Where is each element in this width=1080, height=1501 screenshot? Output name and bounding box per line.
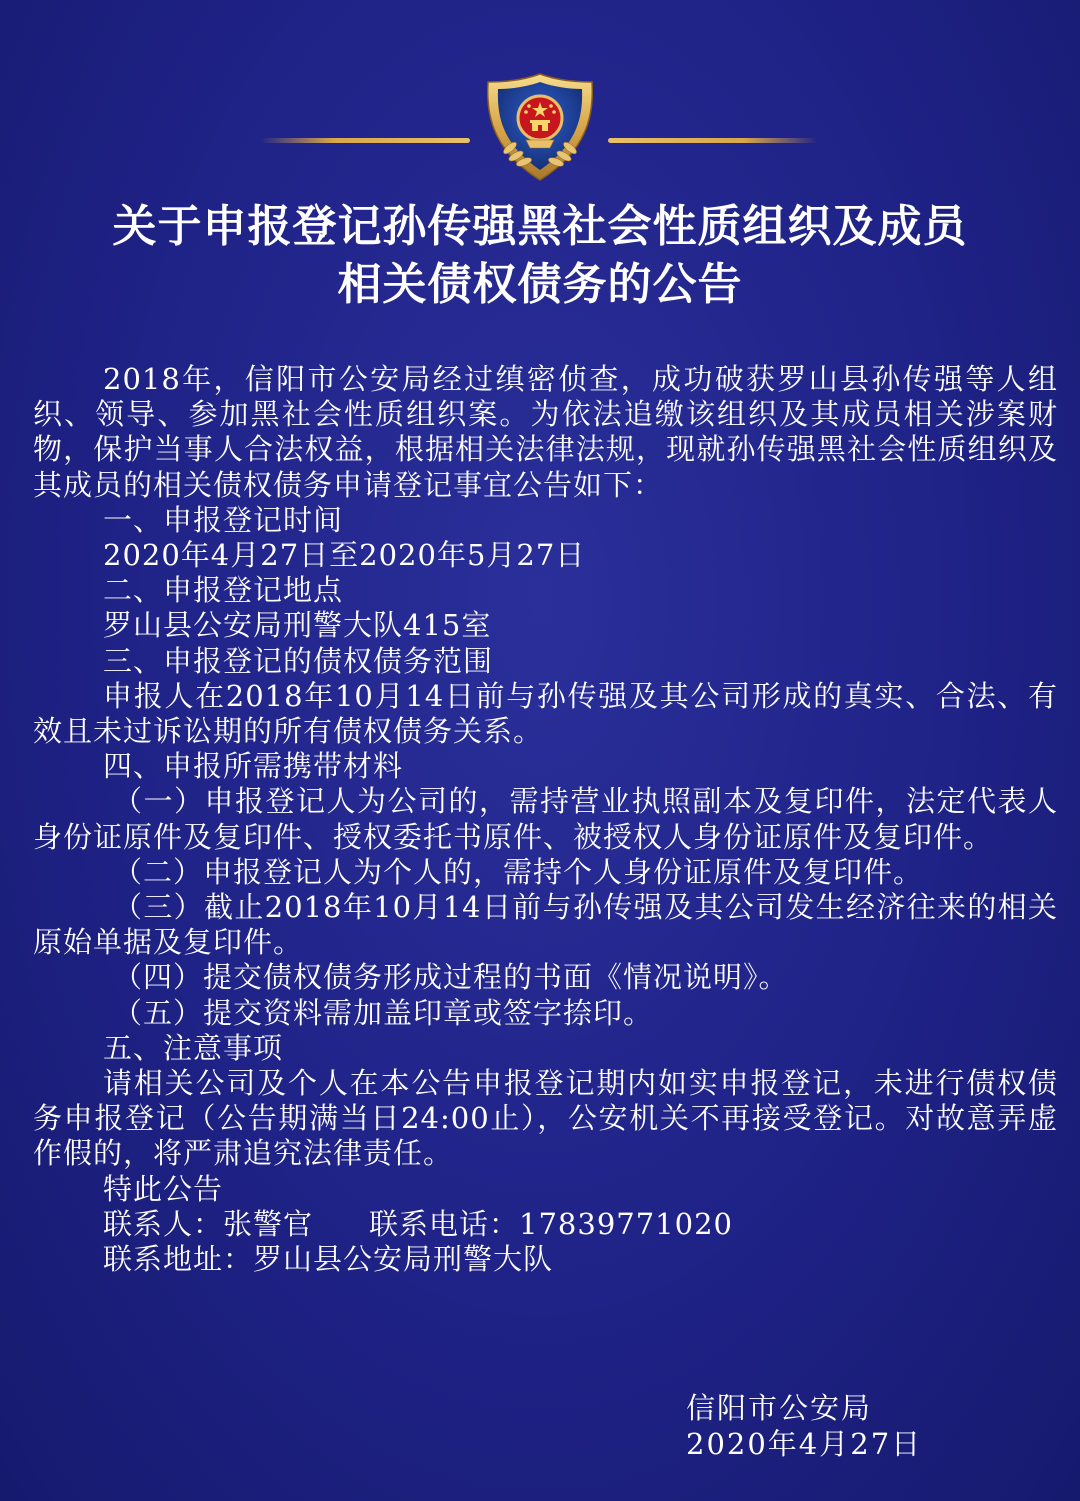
section-2-content: 罗山县公安局刑警大队415室 <box>103 608 492 643</box>
section-4-item-2: （二）申报登记人为个人的，需持个人身份证原件及复印件。 <box>113 854 924 889</box>
section-4-item-5: （五）提交资料需加盖印章或签字捺印。 <box>113 995 654 1030</box>
contact-person: 联系人：张警官 <box>103 1206 314 1241</box>
contact-address: 联系地址：罗山县公安局刑警大队 <box>103 1242 554 1277</box>
intro-paragraph: 2018年，信阳市公安局经过缜密侦查，成功破获罗山县孙传强等人组织、领导、参加黑社会性质组织案。为依法追缴该组织及其成员相关涉案财物，保护当事人合法权益，根据相关法律法规，现就孙传强黑社会性质组织及其成员的相关债权债务申请登记事宜公告如下： <box>33 362 1058 502</box>
section-1-heading: 一、申报登记时间 <box>103 502 344 537</box>
section-4-heading: 四、申报所需携带材料 <box>103 749 404 784</box>
signature-date: 2020年4月27日 <box>686 1427 923 1461</box>
section-4-item-1: （一）申报登记人为公司的，需持营业执照副本及复印件，法定代表人身份证原件及复印件、授权委托书原件、被授权人身份证原件及复印件。 <box>33 784 1058 854</box>
contact-phone: 联系电话：17839771020 <box>369 1206 733 1241</box>
section-3-heading: 三、申报登记的债权债务范围 <box>103 643 494 678</box>
section-4-item-3: （三）截止2018年10月14日前与孙传强及其公司发生经济往来的相关原始单据及复印件。 <box>33 890 1058 960</box>
gold-divider-left <box>260 138 470 143</box>
section-5-content: 请相关公司及个人在本公告申报登记期内如实申报登记，未进行债权债务申报登记（公告期满当日24:00止），公安机关不再接受登记。对故意弄虚作假的，将严肃追究法律责任。 <box>33 1066 1058 1171</box>
section-4-item-4: （四）提交债权债务形成过程的书面《情况说明》。 <box>113 960 789 995</box>
notice-body <box>33 362 1058 1277</box>
title-line-2: 相关债权债务的公告 <box>337 259 743 310</box>
section-2-heading: 二、申报登记地点 <box>103 573 344 608</box>
closing-statement: 特此公告 <box>103 1171 224 1206</box>
gold-divider-right <box>608 138 818 143</box>
signature-block <box>686 1390 922 1462</box>
signature-org: 信阳市公安局 <box>686 1391 873 1425</box>
notice-title <box>0 198 1080 314</box>
section-5-heading: 五、注意事项 <box>103 1030 284 1065</box>
section-1-content: 2020年4月27日至2020年5月27日 <box>103 538 586 573</box>
police-emblem-icon <box>476 70 604 185</box>
title-line-1: 关于申报登记孙传强黑社会性质组织及成员 <box>112 201 968 252</box>
contact-line <box>33 1207 1058 1242</box>
section-3-content: 申报人在2018年10月14日前与孙传强及其公司形成的真实、合法、有效且未过诉讼期的所有债权债务关系。 <box>33 678 1058 749</box>
